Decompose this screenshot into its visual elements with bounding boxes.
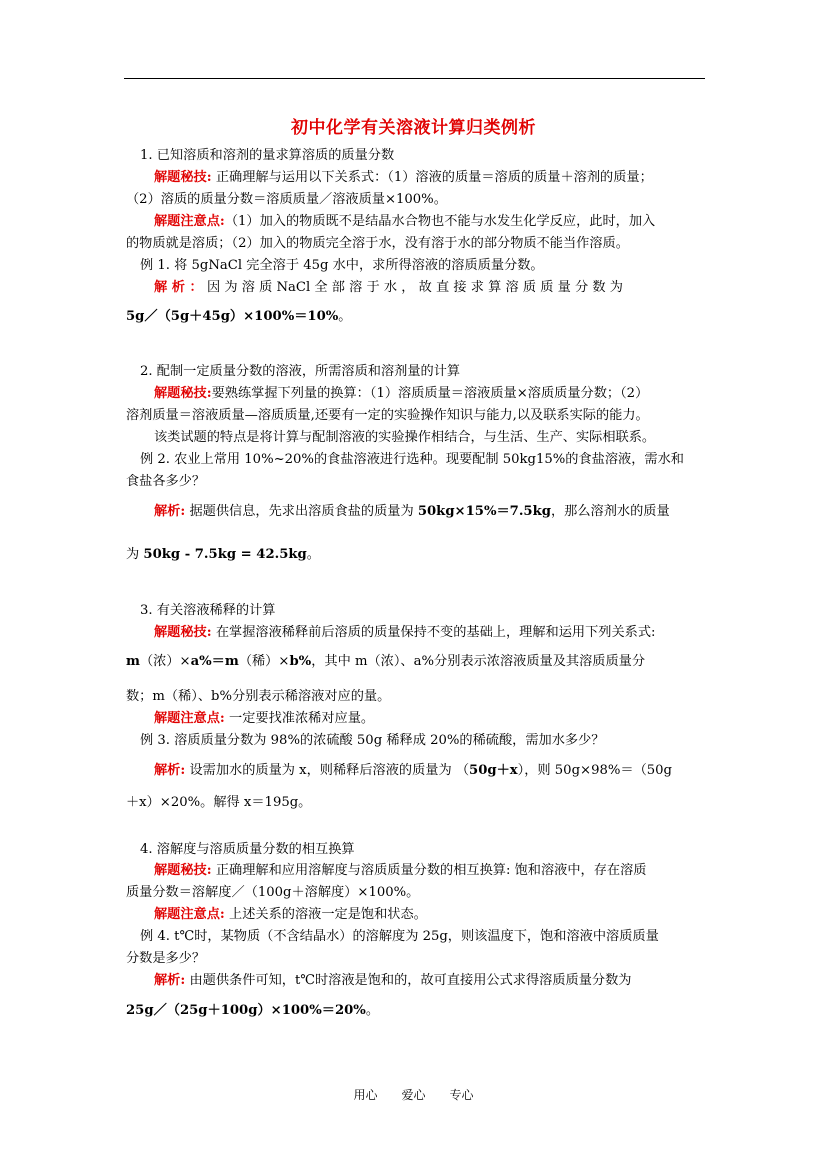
footer-word: 专心 (449, 1088, 474, 1102)
solution-text: 据题供信息，先求出溶质食盐的质量为 (185, 504, 418, 519)
solution-4-formula (126, 1000, 706, 1022)
solution-text: 设需加水的质量为 x，则稀释后溶液的质量为 （ (185, 763, 470, 778)
formula: 25g／（25g＋100g）×100%＝20% (126, 1003, 366, 1018)
tip-text: 要熟练掌握下列量的换算：（1）溶质质量＝溶液质量×溶质质量分数；（2） (211, 386, 649, 401)
solution-1-formula (126, 306, 706, 328)
page-title: 初中化学有关溶液计算归类例析 (291, 118, 536, 138)
note-text: （1）加入的物质既不是结晶水合物也不能与水发生化学反应，此时，加入 (224, 214, 656, 229)
footer-word: 用心 (353, 1088, 378, 1102)
example-2-cont: 食盐各多少？ (126, 474, 206, 489)
note-text: 上述关系的溶液一定是饱和状态。 (224, 907, 427, 922)
solution-label: 解析: (154, 973, 186, 988)
section-1-tip (154, 167, 734, 189)
section-1-note-cont: 的物质就是溶质；（2）加入的物质完全溶于水，没有溶于水的部分物质不能当作溶质。 (126, 236, 629, 251)
solution-4 (154, 970, 734, 992)
formula-part: a%＝m (190, 654, 239, 669)
note-label: 解题注意点: (154, 711, 225, 726)
note-label: 解题注意点: (154, 907, 225, 922)
section-2-tip-cont: 溶剂质量＝溶液质量—溶质质量,还要有一定的实验操作知识与能力,以及联系实际的能力。 (126, 408, 649, 423)
section-2-tip (154, 383, 734, 405)
section-3-formula-line (126, 651, 706, 673)
formula-part: m (126, 654, 140, 669)
section-4-heading: 4. 溶解度与溶质质量分数的相互换算 (140, 842, 355, 857)
section-4-tip (154, 860, 734, 882)
formula-end: 。 (306, 547, 320, 562)
section-3-tip-cont: 数；m（稀）、b%分别表示稀溶液对应的量。 (126, 689, 391, 704)
solution-3 (154, 760, 734, 782)
tip-label: 解题秘技: (154, 625, 212, 640)
formula-part: b% (289, 654, 312, 669)
solution-label: 解 析 ： (154, 280, 203, 295)
tip-label: 解题秘技: (154, 386, 212, 401)
section-4-note (154, 904, 734, 926)
footer-word: 爱心 (401, 1088, 426, 1102)
example-1: 例 1. 将 5gNaCl 完全溶于 45g 水中，求所得溶液的溶质质量分数。 (140, 258, 544, 273)
solution-2-cont (126, 544, 706, 566)
section-2-heading: 2. 配制一定质量分数的溶液，所需溶质和溶剂量的计算 (140, 364, 461, 379)
solution-text: 因 为 溶 质 NaCl 全 部 溶 于 水 ， 故 直 接 求 算 溶 质 质 量 分 数 为 (202, 280, 623, 295)
solution-text-2: ），则 50g×98%＝（50g (517, 763, 672, 778)
section-1-tip-cont: （2）溶质的质量分数＝溶质质量／溶液质量×100%。 (126, 192, 447, 207)
tip-text: 正确理解与运用以下关系式：（1）溶液的质量＝溶质的质量＋溶剂的质量； (211, 170, 653, 185)
section-1-heading: 1. 已知溶质和溶剂的量求算溶质的质量分数 (140, 148, 395, 163)
formula: 50g＋x (469, 763, 518, 778)
solution-text-2: ，那么溶剂水的质量 (550, 504, 670, 519)
solution-label: 解析: (154, 763, 186, 778)
formula-part: （稀）× (238, 654, 290, 669)
tip-text: 在掌握溶液稀释前后溶质的质量保持不变的基础上，理解和运用下列关系式: (211, 625, 656, 640)
note-label: 解题注意点: (154, 214, 225, 229)
formula: 50kg - 7.5kg = 42.5kg (143, 547, 307, 562)
header-rule (124, 78, 705, 79)
tip-text: 正确理解和应用溶解度与溶质质量分数的相互换算: 饱和溶液中，存在溶质 (211, 863, 647, 878)
section-4-tip-cont: 质量分数＝溶解度／（100g＋溶解度）×100%。 (126, 885, 420, 900)
tip-label: 解题秘技: (154, 170, 212, 185)
formula-end: 。 (338, 309, 352, 324)
formula: 5g／（5g＋45g）×100%＝10% (126, 309, 339, 324)
page-footer (0, 1086, 827, 1103)
solution-text: 由题供条件可知，t℃时溶液是饱和的，故可直接用公式求得溶质质量分数为 (185, 973, 632, 988)
example-4-cont: 分数是多少？ (126, 951, 206, 966)
tip-label: 解题秘技: (154, 863, 212, 878)
example-3: 例 3. 溶质质量分数为 98%的浓硫酸 50g 稀释成 20%的稀硫酸，需加水多少？ (140, 733, 605, 748)
solution-text-3: 为 (126, 547, 144, 562)
solution-2 (154, 501, 734, 523)
solution-3-cont: ＋x）×20%。解得 x＝195g。 (126, 795, 312, 810)
section-3-tip (154, 622, 734, 644)
formula: 50kg×15%＝7.5kg (417, 504, 551, 519)
section-3-heading: 3. 有关溶液稀释的计算 (140, 603, 276, 618)
solution-label: 解析: (154, 504, 186, 519)
example-2: 例 2. 农业上常用 10%~20%的食盐溶液进行选种。现要配制 50kg15%的食盐溶液，需水和 (140, 452, 684, 467)
section-2-feature: 该类试题的特点是将计算与配制溶液的实验操作相结合，与生活、生产、实际相联系。 (154, 430, 656, 445)
example-4: 例 4. t℃时，某物质（不含结晶水）的溶解度为 25g，则该温度下，饱和溶液中溶质质量 (140, 929, 659, 944)
formula-part: （浓）× (139, 654, 191, 669)
formula-end: 。 (365, 1003, 380, 1018)
tip-text-2: ，其中 m（浓）、a%分别表示浓溶液质量及其溶质质量分 (311, 654, 646, 669)
note-text: 一定要找准浓稀对应量。 (224, 711, 375, 726)
solution-1 (154, 277, 734, 299)
section-3-note (154, 708, 734, 730)
section-1-note (154, 211, 734, 233)
